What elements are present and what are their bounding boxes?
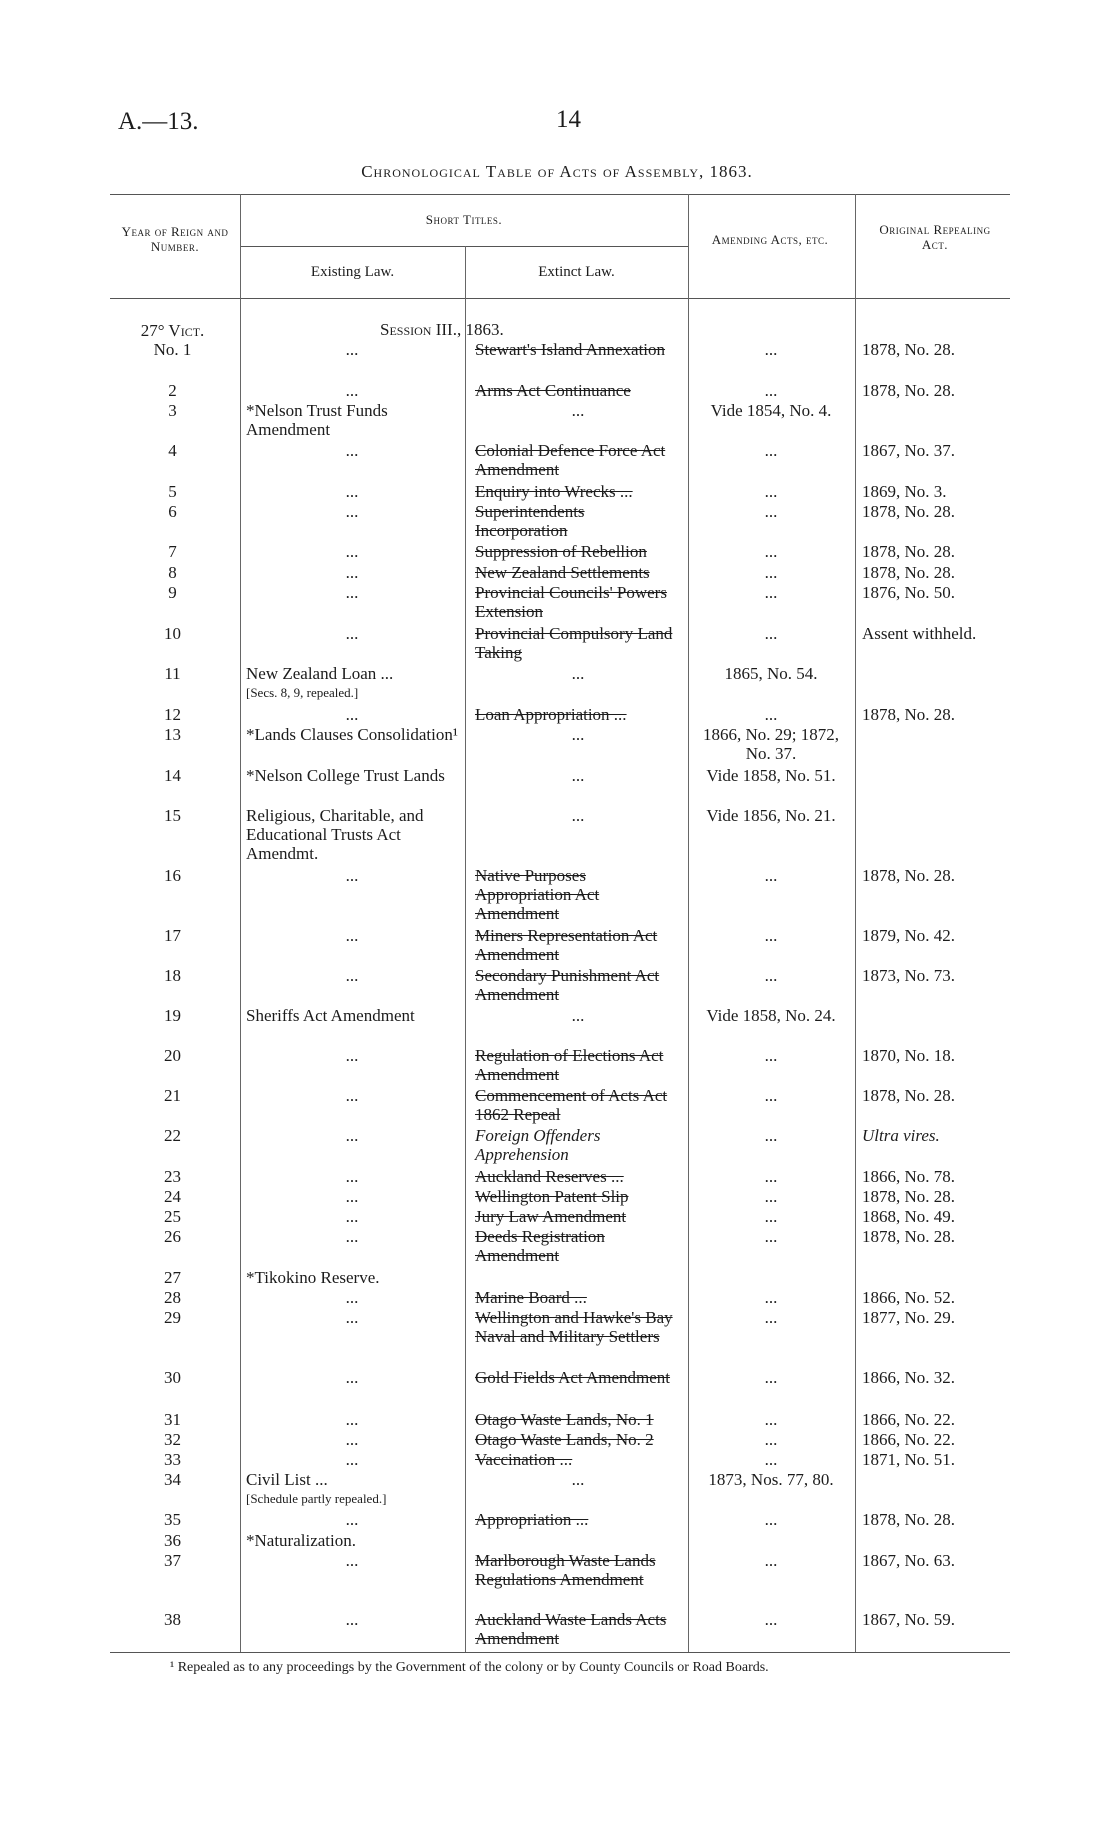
extinct-law-title: Enquiry into Wrecks ...	[475, 482, 633, 501]
existing-law-cell	[246, 1046, 458, 1065]
existing-law-title: ...	[345, 1551, 359, 1570]
repealing-act: 1879, No. 42.	[862, 926, 956, 945]
extinct-law-cell	[475, 1207, 681, 1226]
extinct-law-cell	[475, 563, 681, 582]
existing-law-cell	[246, 1288, 458, 1307]
act-number: 18	[164, 966, 181, 985]
repealing-act: 1878, No. 28.	[862, 563, 956, 582]
extinct-law-cell	[475, 966, 681, 1004]
extinct-law-cell	[475, 806, 681, 825]
extinct-law-cell	[475, 766, 681, 785]
footnote: ¹ Repealed as to any proceedings by the Government of the colony or by County Councils or Road Boards.	[170, 1660, 769, 1675]
repealing-act: 1867, No. 59.	[862, 1610, 956, 1629]
extinct-law-title: Gold Fields Act Amendment	[475, 1368, 671, 1387]
existing-law-cell	[246, 806, 458, 863]
extinct-law-title: Marlborough Waste Lands Regulations Amendment	[475, 1551, 656, 1589]
amending-acts: ...	[764, 1551, 778, 1570]
act-number: 7	[168, 542, 177, 561]
extinct-law-cell	[475, 381, 681, 400]
amending-acts: 1873, Nos. 77, 80.	[708, 1470, 834, 1489]
act-number: 16	[164, 866, 181, 885]
existing-law-title: New Zealand Loan ...	[246, 664, 394, 683]
repealing-act: 1878, No. 28.	[862, 502, 956, 521]
table-title: Chronological Table of Acts of Assembly, 1863.	[361, 162, 753, 181]
existing-law-title: ...	[345, 1167, 359, 1186]
extinct-law-cell	[475, 1308, 681, 1346]
act-number: 12	[164, 705, 181, 724]
existing-law-cell	[246, 1470, 458, 1508]
repealing-act: 1870, No. 18.	[862, 1046, 956, 1065]
repealing-act: 1873, No. 73.	[862, 966, 956, 985]
act-number: No. 1	[153, 340, 192, 359]
act-number: 4	[168, 441, 177, 460]
existing-law-cell	[246, 502, 458, 521]
act-number: 34	[164, 1470, 181, 1489]
extinct-law-title: Otago Waste Lands, No. 2	[475, 1430, 654, 1449]
act-number: 6	[168, 502, 177, 521]
extinct-law-title: ...	[571, 725, 585, 744]
existing-law-title: *Nelson College Trust Lands	[246, 766, 445, 785]
act-number: 11	[164, 664, 181, 683]
act-number: 26	[164, 1227, 181, 1246]
existing-law-cell	[246, 401, 458, 439]
amending-acts: ...	[764, 966, 778, 985]
amending-acts: Vide 1858, No. 51.	[706, 766, 836, 785]
act-number: 2	[168, 381, 177, 400]
existing-law-title: Religious, Charitable, and Educational Trusts Act Amendmt.	[246, 806, 424, 863]
existing-law-title: ...	[345, 1368, 359, 1387]
existing-law-cell	[246, 1430, 458, 1449]
existing-law-title: ...	[345, 1187, 359, 1206]
amending-acts: ...	[764, 1046, 778, 1065]
extinct-law-title: Commencement of Acts Act 1862 Repeal	[475, 1086, 668, 1124]
existing-law-cell	[246, 482, 458, 501]
act-number: 36	[164, 1531, 181, 1550]
amending-acts: ...	[764, 1187, 778, 1206]
existing-law-cell	[246, 624, 458, 643]
extinct-law-title: ...	[571, 1006, 585, 1025]
extinct-law-cell	[475, 1368, 681, 1387]
repealing-act: 1878, No. 28.	[862, 866, 956, 885]
act-number: 17	[164, 926, 181, 945]
repealing-act: 1878, No. 28.	[862, 542, 956, 561]
extinct-law-cell	[475, 1510, 681, 1529]
existing-law-cell	[246, 1410, 458, 1429]
existing-law-cell	[246, 1510, 458, 1529]
existing-law-title: ...	[345, 482, 359, 501]
act-number: 5	[168, 482, 177, 501]
amending-acts: ...	[764, 1086, 778, 1105]
existing-law-title: ...	[345, 340, 359, 359]
existing-law-cell	[246, 1126, 458, 1145]
existing-law-title: ...	[345, 1510, 359, 1529]
extinct-law-cell	[475, 1086, 681, 1124]
extinct-law-cell	[475, 1551, 681, 1589]
amending-acts: ...	[764, 502, 778, 521]
repealing-act: 1866, No. 52.	[862, 1288, 956, 1307]
extinct-law-title: Superintendents Incorporation	[475, 502, 585, 540]
amending-acts: ...	[764, 1510, 778, 1529]
existing-law-note: [Schedule partly repealed.]	[246, 1491, 387, 1506]
amending-acts: ...	[764, 1167, 778, 1186]
amending-acts: ...	[764, 441, 778, 460]
existing-law-title: ...	[345, 624, 359, 643]
extinct-law-cell	[475, 1167, 681, 1186]
extinct-law-cell	[475, 1126, 681, 1164]
header-extinct-law: Extinct Law.	[538, 264, 615, 280]
amending-acts: ...	[764, 1450, 778, 1469]
amending-acts: Vide 1856, No. 21.	[706, 806, 836, 825]
amending-acts: Vide 1858, No. 24.	[706, 1006, 836, 1025]
extinct-law-title: Regulation of Elections Act Amendment	[475, 1046, 664, 1084]
extinct-law-cell	[475, 1610, 681, 1648]
extinct-law-cell	[475, 401, 681, 420]
act-number: 29	[164, 1308, 181, 1327]
existing-law-title: ...	[345, 1410, 359, 1429]
repealing-act: 1876, No. 50.	[862, 583, 956, 602]
extinct-law-title: New Zealand Settlements	[475, 563, 650, 582]
existing-law-title: ...	[345, 1227, 359, 1246]
act-number: 24	[164, 1187, 181, 1206]
extinct-law-cell	[475, 1410, 681, 1429]
existing-law-cell	[246, 1187, 458, 1206]
extinct-law-title: ...	[571, 806, 585, 825]
existing-law-cell	[246, 1531, 458, 1550]
extinct-law-title: Auckland Reserves ...	[475, 1167, 624, 1186]
extinct-law-cell	[475, 441, 681, 479]
extinct-law-cell	[475, 583, 681, 621]
extinct-law-cell	[475, 482, 681, 501]
act-number: 20	[164, 1046, 181, 1065]
act-number: 3	[168, 401, 177, 420]
act-number: 10	[164, 624, 181, 643]
amending-acts: ...	[764, 340, 778, 359]
existing-law-title: ...	[345, 926, 359, 945]
act-number: 8	[168, 563, 177, 582]
existing-law-title: ...	[345, 441, 359, 460]
header-amending: Amending Acts, etc.	[711, 232, 829, 247]
extinct-law-cell	[475, 1470, 681, 1489]
extinct-law-cell	[475, 340, 681, 359]
header-repealing: Original Repealing Act.	[879, 222, 991, 252]
repealing-act: 1871, No. 51.	[862, 1450, 956, 1469]
existing-law-title: ...	[345, 866, 359, 885]
amending-acts: Vide 1854, No. 4.	[710, 401, 832, 420]
header-short-titles: Short Titles.	[425, 212, 503, 227]
extinct-law-title: Wellington Patent Slip	[475, 1187, 629, 1206]
existing-law-title: ...	[345, 1308, 359, 1327]
act-number: 25	[164, 1207, 181, 1226]
header-existing-law: Existing Law.	[310, 264, 395, 280]
extinct-law-title: ...	[571, 1470, 585, 1489]
extinct-law-title: Auckland Waste Lands Acts Amendment	[475, 1610, 667, 1648]
existing-law-cell	[246, 705, 458, 724]
act-number: 14	[164, 766, 181, 785]
extinct-law-cell	[475, 502, 681, 540]
existing-law-title: ...	[345, 1207, 359, 1226]
existing-law-cell	[246, 725, 458, 744]
existing-law-title: ...	[345, 1126, 359, 1145]
act-number: 31	[164, 1410, 181, 1429]
act-number: 38	[164, 1610, 181, 1629]
amending-acts: 1865, No. 54.	[724, 664, 818, 683]
amending-acts: ...	[764, 1410, 778, 1429]
existing-law-title: *Nelson Trust Funds Amendment	[246, 401, 388, 439]
reign-label: 27° Vict.	[140, 321, 205, 340]
extinct-law-title: Otago Waste Lands, No. 1	[475, 1410, 654, 1429]
extinct-law-cell	[475, 664, 681, 683]
existing-law-title: *Lands Clauses Consolidation¹	[246, 725, 458, 744]
existing-law-cell	[246, 1610, 458, 1629]
repealing-act: 1878, No. 28.	[862, 1227, 956, 1246]
act-number: 23	[164, 1167, 181, 1186]
extinct-law-cell	[475, 624, 681, 662]
amending-acts: ...	[764, 381, 778, 400]
amending-acts: ...	[764, 1368, 778, 1387]
repealing-act: 1878, No. 28.	[862, 1187, 956, 1206]
extinct-law-title: Colonial Defence Force Act Amendment	[475, 441, 666, 479]
existing-law-cell	[246, 664, 458, 702]
existing-law-title: ...	[345, 966, 359, 985]
existing-law-title: *Naturalization.	[246, 1531, 356, 1550]
existing-law-title: ...	[345, 542, 359, 561]
repealing-act: 1878, No. 28.	[862, 1086, 956, 1105]
extinct-law-title: Provincial Compulsory Land Taking	[475, 624, 673, 662]
extinct-law-title: Arms Act Continuance	[475, 381, 631, 400]
existing-law-cell	[246, 340, 458, 359]
existing-law-cell	[246, 563, 458, 582]
extinct-law-cell	[475, 866, 681, 923]
extinct-law-cell	[475, 1288, 681, 1307]
extinct-law-cell	[475, 725, 681, 744]
act-number: 32	[164, 1430, 181, 1449]
existing-law-cell	[246, 1368, 458, 1387]
existing-law-title: ...	[345, 1430, 359, 1449]
amending-acts: ...	[764, 624, 778, 643]
amending-acts: ...	[764, 926, 778, 945]
existing-law-note: [Secs. 8, 9, repealed.]	[246, 685, 359, 700]
act-number: 22	[164, 1126, 181, 1145]
existing-law-cell	[246, 583, 458, 602]
existing-law-cell	[246, 926, 458, 945]
repealing-act: Assent withheld.	[862, 624, 977, 643]
header-year-reign: Year of Reign and Number.	[121, 224, 229, 254]
extinct-law-cell	[475, 1006, 681, 1025]
existing-law-cell	[246, 766, 458, 785]
amending-acts: ...	[764, 1227, 778, 1246]
existing-law-cell	[246, 381, 458, 400]
existing-law-title: ...	[345, 502, 359, 521]
repealing-act: 1866, No. 78.	[862, 1167, 956, 1186]
extinct-law-title: Secondary Punishment Act Amendment	[475, 966, 660, 1004]
page-number: 14	[556, 106, 581, 133]
existing-law-cell	[246, 1167, 458, 1186]
existing-law-cell	[246, 441, 458, 460]
existing-law-cell	[246, 1268, 458, 1287]
extinct-law-title: Loan Appropriation ...	[475, 705, 627, 724]
amending-acts: ...	[764, 1207, 778, 1226]
existing-law-title: ...	[345, 381, 359, 400]
amending-acts: ...	[764, 563, 778, 582]
act-number: 15	[164, 806, 181, 825]
repealing-act: 1866, No. 22.	[862, 1410, 956, 1429]
page-ref: A.—13.	[118, 108, 199, 135]
extinct-law-cell	[475, 705, 681, 724]
amending-acts: ...	[764, 866, 778, 885]
existing-law-title: Civil List ...	[246, 1470, 328, 1489]
session-rest: III., 1863.	[435, 320, 504, 339]
extinct-law-title: ...	[571, 401, 585, 420]
repealing-act: 1878, No. 28.	[862, 1510, 956, 1529]
extinct-law-title: Vaccination ...	[475, 1450, 573, 1469]
extinct-law-title: Jury Law Amendment	[475, 1207, 627, 1226]
extinct-law-title: Suppression of Rebellion	[475, 542, 647, 561]
repealing-act: 1866, No. 22.	[862, 1430, 956, 1449]
extinct-law-title: ...	[571, 664, 585, 683]
act-number: 30	[164, 1368, 181, 1387]
existing-law-title: ...	[345, 563, 359, 582]
repealing-act: 1867, No. 63.	[862, 1551, 956, 1570]
existing-law-title: Sheriffs Act Amendment	[246, 1006, 415, 1025]
repealing-act: 1878, No. 28.	[862, 705, 956, 724]
amending-acts: ...	[764, 1126, 778, 1145]
extinct-law-cell	[475, 542, 681, 561]
amending-acts: ...	[764, 1308, 778, 1327]
existing-law-cell	[246, 1006, 458, 1025]
repealing-act: 1867, No. 37.	[862, 441, 956, 460]
amending-acts: ...	[764, 542, 778, 561]
extinct-law-title: Wellington and Hawke's Bay Naval and Military Settlers	[475, 1308, 673, 1346]
extinct-law-title: Marine Board ...	[475, 1288, 587, 1307]
act-number: 28	[164, 1288, 181, 1307]
act-number: 21	[164, 1086, 181, 1105]
amending-acts: ...	[764, 1288, 778, 1307]
existing-law-cell	[246, 1086, 458, 1105]
existing-law-title: ...	[345, 1450, 359, 1469]
act-number: 9	[168, 583, 177, 602]
existing-law-cell	[246, 542, 458, 561]
existing-law-cell	[246, 966, 458, 985]
act-number: 13	[164, 725, 181, 744]
repealing-act: Ultra vires.	[862, 1126, 940, 1145]
extinct-law-cell	[475, 1046, 681, 1084]
existing-law-cell	[246, 1207, 458, 1226]
extinct-law-title: Stewart's Island Annexation	[475, 340, 666, 359]
act-number: 19	[164, 1006, 181, 1025]
extinct-law-cell	[475, 1430, 681, 1449]
amending-acts: ...	[764, 583, 778, 602]
repealing-act: 1869, No. 3.	[862, 482, 947, 501]
repealing-act: 1878, No. 28.	[862, 340, 956, 359]
existing-law-title: ...	[345, 1046, 359, 1065]
act-number: 33	[164, 1450, 181, 1469]
extinct-law-title: Deeds Registration Amendment	[475, 1227, 605, 1265]
extinct-law-title: Miners Representation Act Amendment	[475, 926, 658, 964]
repealing-act: 1866, No. 32.	[862, 1368, 956, 1387]
extinct-law-title: ...	[571, 766, 585, 785]
act-number: 27	[164, 1268, 181, 1287]
extinct-law-title: Foreign Offenders Apprehension	[475, 1126, 601, 1164]
extinct-law-title: Native Purposes Appropriation Act Amendment	[475, 866, 600, 923]
session-prefix: Session	[380, 320, 432, 339]
existing-law-cell	[246, 866, 458, 885]
existing-law-title: *Tikokino Reserve.	[246, 1268, 380, 1287]
amending-acts: 1866, No. 29; 1872, No. 37.	[703, 725, 839, 763]
existing-law-title: ...	[345, 1086, 359, 1105]
existing-law-cell	[246, 1450, 458, 1469]
act-number: 37	[164, 1551, 181, 1570]
amending-acts: ...	[764, 482, 778, 501]
amending-acts: ...	[764, 705, 778, 724]
extinct-law-title: Provincial Councils' Powers Extension	[475, 583, 667, 621]
repealing-act: 1877, No. 29.	[862, 1308, 956, 1327]
existing-law-title: ...	[345, 1610, 359, 1629]
existing-law-cell	[246, 1227, 458, 1246]
extinct-law-cell	[475, 1187, 681, 1206]
existing-law-cell	[246, 1551, 458, 1570]
repealing-act: 1878, No. 28.	[862, 381, 956, 400]
existing-law-title: ...	[345, 1288, 359, 1307]
extinct-law-cell	[475, 1227, 681, 1265]
existing-law-title: ...	[345, 705, 359, 724]
amending-acts: ...	[764, 1430, 778, 1449]
existing-law-title: ...	[345, 583, 359, 602]
act-number: 35	[164, 1510, 181, 1529]
amending-acts: ...	[764, 1610, 778, 1629]
existing-law-cell	[246, 1308, 458, 1327]
extinct-law-cell	[475, 1450, 681, 1469]
repealing-act: 1868, No. 49.	[862, 1207, 956, 1226]
extinct-law-title: Appropriation ...	[475, 1510, 589, 1529]
extinct-law-cell	[475, 926, 681, 964]
